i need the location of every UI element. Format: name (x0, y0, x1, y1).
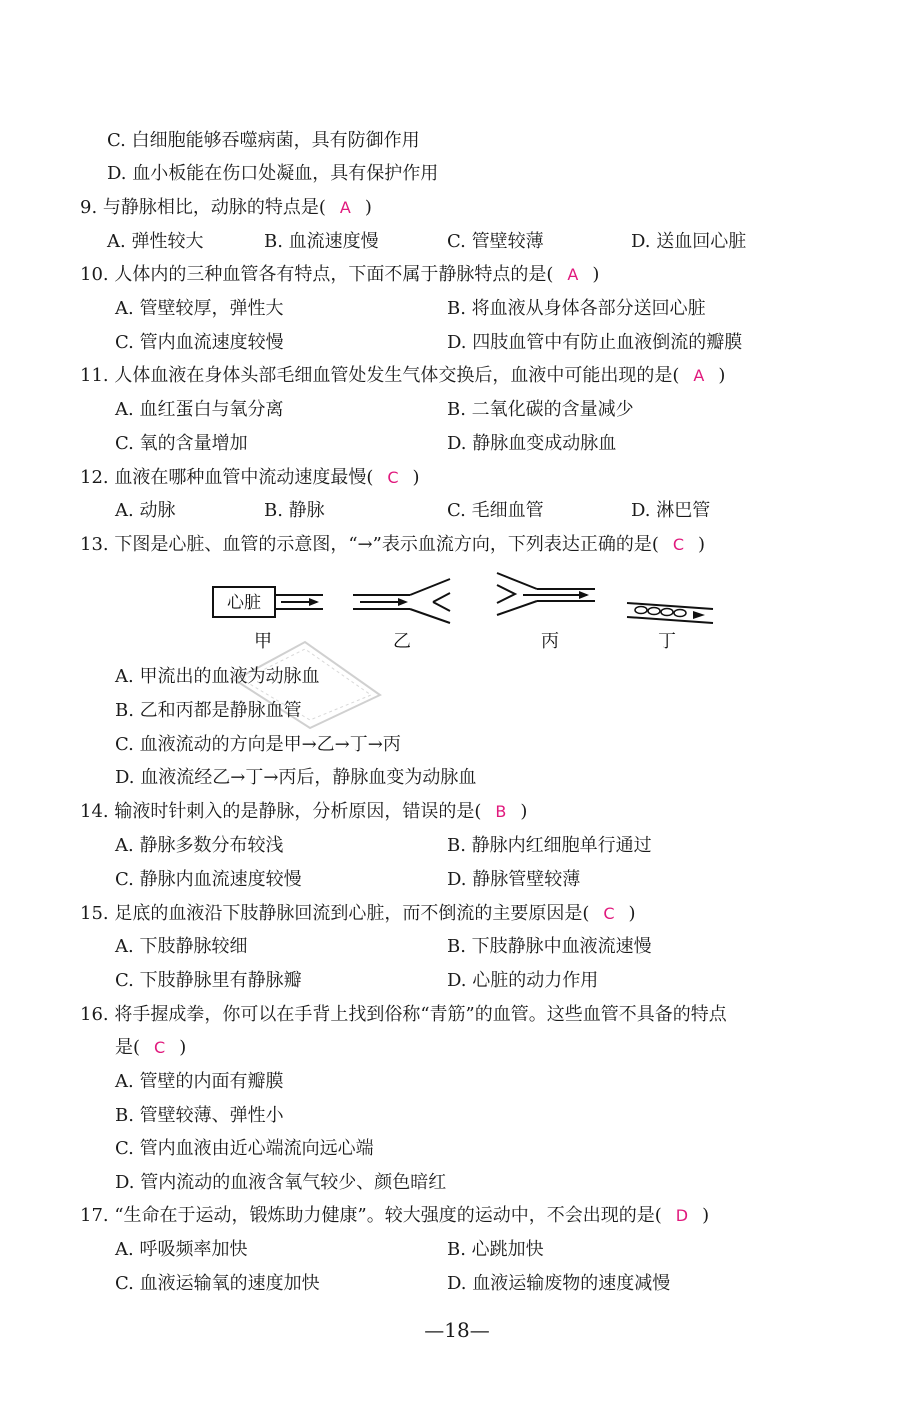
q10-option-c: C. 管内血流速度较慢 (115, 332, 284, 353)
q15-option-b: B. 下肢静脉中血液流速慢 (447, 936, 652, 957)
q10-stem: 10. 人体内的三种血管各有特点，下面不属于静脉特点的是( A ) (80, 264, 600, 285)
q14-answer: B (495, 802, 507, 821)
q16-stem: 16. 将手握成拳，你可以在手背上找到俗称“青筋”的血管。这些血管不具备的特点 (80, 1004, 727, 1025)
q13-stem: 13. 下图是心脏、血管的示意图，“→”表示血流方向，下列表达正确的是( C ) (80, 534, 706, 555)
arrowhead-bing (579, 591, 589, 599)
label-yi: 乙 (393, 631, 411, 652)
q17-option-a: A. 呼吸频率加快 (115, 1239, 248, 1260)
q10-answer: A (567, 265, 579, 284)
q9-option-d: D. 送血回心脏 (631, 231, 747, 252)
vessel-ding-bottom (627, 617, 713, 623)
q9-option-b: B. 血流速度慢 (264, 231, 379, 252)
q12-option-a: A. 动脉 (115, 500, 176, 521)
q9-option-a: A. 弹性较大 (107, 231, 204, 252)
heart-label: 心脏 (227, 593, 261, 613)
q14-option-b: B. 静脉内红细胞单行通过 (447, 835, 652, 856)
q14-option-a: A. 静脉多数分布较浅 (115, 835, 284, 856)
q10-option-b: B. 将血液从身体各部分送回心脏 (447, 298, 706, 319)
label-bing: 丙 (541, 631, 559, 652)
q15-option-a: A. 下肢静脉较细 (115, 936, 248, 957)
red-cells (635, 607, 686, 617)
q16-answer: C (154, 1038, 166, 1057)
q17-stem: 17. “生命在于运动，锻炼助力健康”。较大强度的运动中，不会出现的是( D ) (80, 1205, 710, 1226)
q9-stem: 9. 与静脉相比，动脉的特点是( A ) (80, 197, 372, 218)
q15-answer: C (603, 904, 615, 923)
q17-option-c: C. 血液运输氧的速度加快 (115, 1273, 320, 1294)
q10-option-a: A. 管壁较厚，弹性大 (115, 298, 284, 319)
q9-answer: A (339, 198, 351, 217)
q14-option-d: D. 静脉管壁较薄 (447, 869, 581, 890)
q12-stem: 12. 血液在哪种血管中流动速度最慢( C ) (80, 467, 420, 488)
page-number: —18— (424, 1318, 490, 1342)
q15-option-c: C. 下肢静脉里有静脉瓣 (115, 970, 302, 991)
q9-option-c: C. 管壁较薄 (447, 231, 544, 252)
q16-option-a: A. 管壁的内面有瓣膜 (115, 1071, 284, 1092)
arrowhead-jia (309, 598, 319, 606)
q14-option-c: C. 静脉内血流速度较慢 (115, 869, 302, 890)
q11-stem: 11. 人体血液在身体头部毛细血管处发生气体交换后，血液中可能出现的是( A ) (80, 365, 726, 386)
q17-option-b: B. 心跳加快 (447, 1239, 544, 1260)
q14-stem: 14. 输液时针刺入的是静脉，分析原因，错误的是( B ) (80, 801, 528, 822)
q16-stem-cont: 是( C ) (115, 1037, 187, 1058)
q11-option-c: C. 氧的含量增加 (115, 433, 248, 454)
q11-option-a: A. 血红蛋白与氧分离 (115, 399, 284, 420)
q11-answer: A (693, 366, 705, 385)
q16-option-c: C. 管内血液由近心端流向远心端 (115, 1138, 374, 1159)
q16-option-b: B. 管壁较薄、弹性小 (115, 1105, 284, 1126)
q13-option-a: A. 甲流出的血液为动脉血 (115, 666, 320, 687)
q17-answer: D (675, 1206, 689, 1225)
q15-stem: 15. 足底的血液沿下肢静脉回流到心脏，而不倒流的主要原因是( C ) (80, 903, 636, 924)
q13-option-d: D. 血液流经乙→丁→丙后，静脉血变为动脉血 (115, 767, 477, 788)
q12-answer: C (387, 468, 399, 487)
q13-answer: C (672, 535, 685, 554)
q12-option-b: B. 静脉 (264, 500, 325, 521)
arrowhead-ding (693, 611, 705, 619)
q13-option-b: B. 乙和丙都是静脉血管 (115, 700, 302, 721)
q16-option-d: D. 管内流动的血液含氧气较少、颜色暗红 (115, 1172, 447, 1193)
q12-option-d: D. 淋巴管 (631, 500, 711, 521)
arrowhead-yi (398, 598, 408, 606)
q11-option-b: B. 二氧化碳的含量减少 (447, 399, 634, 420)
q8-option-c: C. 白细胞能够吞噬病菌，具有防御作用 (107, 130, 420, 151)
q8-option-d: D. 血小板能在伤口处凝血，具有保护作用 (107, 163, 439, 184)
label-jia: 甲 (254, 631, 272, 652)
q10-option-d: D. 四肢血管中有防止血液倒流的瓣膜 (447, 332, 743, 353)
q13-option-c: C. 血液流动的方向是甲→乙→丁→丙 (115, 734, 401, 755)
vessel-yi-branches (410, 579, 450, 623)
q11-option-d: D. 静脉血变成动脉血 (447, 433, 617, 454)
q15-option-d: D. 心脏的动力作用 (447, 970, 599, 991)
label-ding: 丁 (658, 631, 676, 652)
q17-option-d: D. 血液运输废物的速度减慢 (447, 1273, 671, 1294)
q12-option-c: C. 毛细血管 (447, 500, 544, 521)
